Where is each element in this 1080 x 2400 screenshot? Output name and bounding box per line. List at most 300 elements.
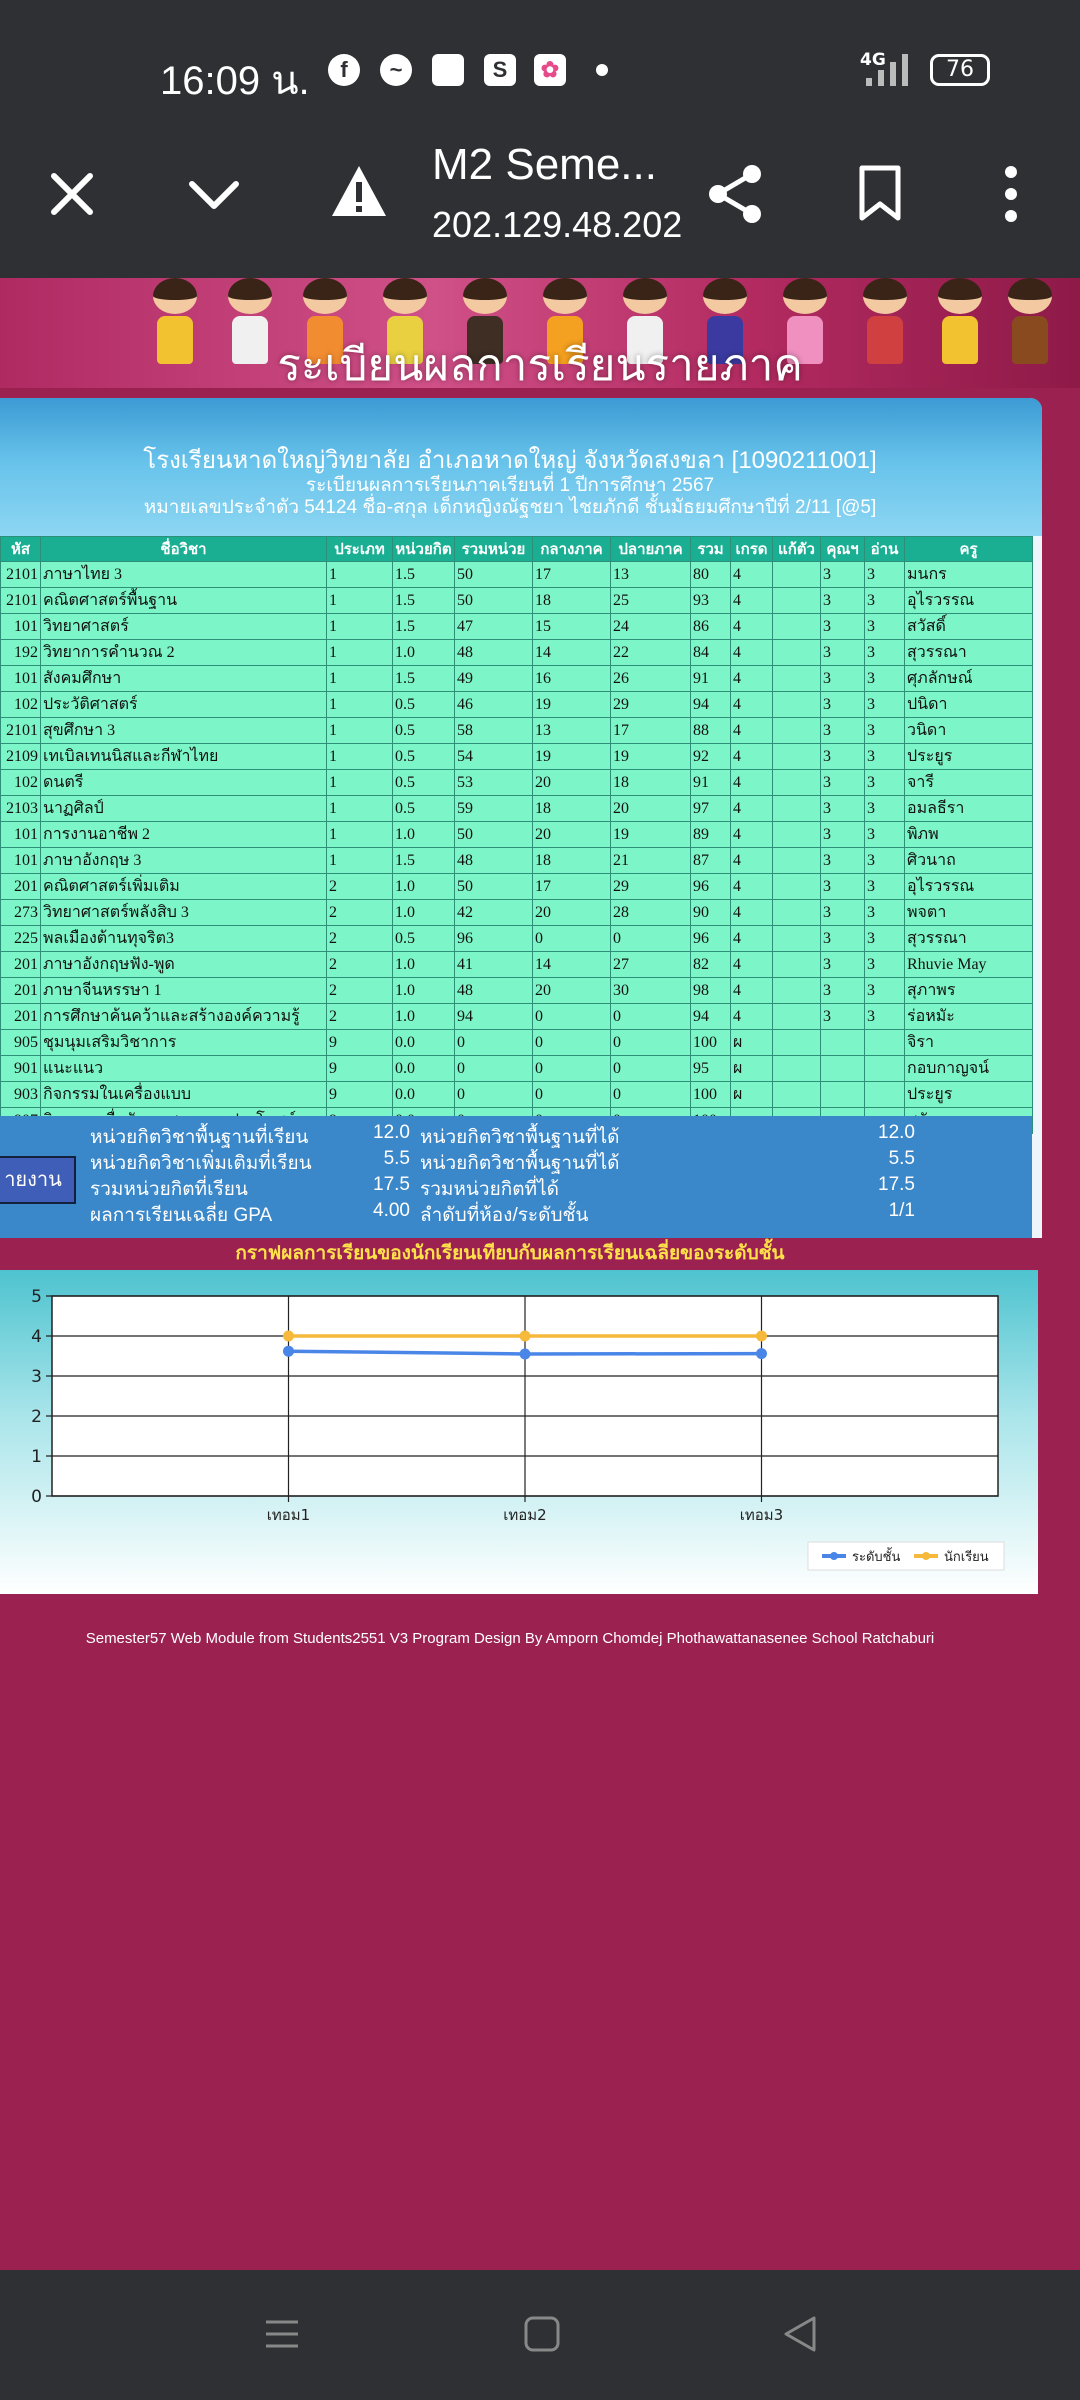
table-cell: 27 — [611, 952, 691, 978]
table-cell: ภาษาอังกฤษ 3 — [41, 848, 327, 874]
table-cell: 2101 — [1, 588, 41, 614]
chevron-down-icon[interactable] — [186, 170, 242, 218]
table-cell: 0 — [611, 1082, 691, 1108]
table-cell: การงานอาชีพ 2 — [41, 822, 327, 848]
status-bar — [0, 0, 1080, 140]
table-cell: 89 — [691, 822, 731, 848]
table-cell: 9 — [327, 1082, 393, 1108]
table-cell: 3 — [821, 588, 865, 614]
table-cell: 3 — [865, 848, 905, 874]
table-cell: 19 — [611, 744, 691, 770]
legend-marker — [922, 1552, 930, 1560]
table-cell: 2 — [327, 900, 393, 926]
table-cell: อุไรวรรณ — [905, 588, 1033, 614]
table-cell: 101 — [1, 822, 41, 848]
table-cell: 903 — [1, 1082, 41, 1108]
more-dot-icon — [596, 64, 608, 76]
table-cell: 9 — [327, 1056, 393, 1082]
summary-value: 17.5 — [878, 1174, 915, 1195]
table-cell: 21 — [611, 848, 691, 874]
summary-value: 17.5 — [373, 1174, 410, 1195]
table-cell: สุขศึกษา 3 — [41, 718, 327, 744]
table-cell: 3 — [865, 1004, 905, 1030]
table-cell: 3 — [821, 692, 865, 718]
data-point — [756, 1331, 767, 1342]
table-row — [1, 692, 1033, 718]
table-cell: 201 — [1, 874, 41, 900]
table-cell: 17 — [533, 562, 611, 588]
table-cell: จิรา — [905, 1030, 1033, 1056]
table-cell: 1.0 — [393, 874, 455, 900]
status-time: 16:09 น. — [160, 59, 310, 103]
table-cell: 84 — [691, 640, 731, 666]
table-cell — [773, 926, 821, 952]
table-row — [1, 978, 1033, 1004]
table-cell: 18 — [533, 588, 611, 614]
table-cell: 0.0 — [393, 1030, 455, 1056]
table-cell — [773, 978, 821, 1004]
facebook-icon: f — [328, 54, 360, 86]
table-cell: 1.5 — [393, 848, 455, 874]
table-cell: 87 — [691, 848, 731, 874]
x-tick-label: เทอม2 — [503, 1506, 547, 1524]
table-cell: 94 — [691, 1004, 731, 1030]
table-cell: 1.5 — [393, 666, 455, 692]
summary-value: 12.0 — [373, 1122, 410, 1143]
table-cell: 94 — [455, 1004, 533, 1030]
table-cell: 3 — [821, 848, 865, 874]
column-header: หัส — [1, 537, 41, 562]
table-cell: 2103 — [1, 796, 41, 822]
table-cell: พลเมืองต้านทุจริต3 — [41, 926, 327, 952]
home-square-icon[interactable] — [522, 2314, 562, 2354]
table-cell: 28 — [611, 900, 691, 926]
table-cell: 4 — [731, 614, 773, 640]
nav-bar — [0, 2270, 1080, 2400]
x-tick-label: เทอม1 — [266, 1506, 311, 1524]
table-cell: 92 — [691, 744, 731, 770]
table-cell: ชุมนุมเสริมวิชาการ — [41, 1030, 327, 1056]
bookmark-icon[interactable] — [858, 164, 902, 222]
table-cell — [865, 1056, 905, 1082]
table-cell: 4 — [731, 848, 773, 874]
table-cell — [773, 562, 821, 588]
table-cell: 2 — [327, 1004, 393, 1030]
chart-area — [0, 1270, 1038, 1594]
table-cell: วิทยาการคำนวณ 2 — [41, 640, 327, 666]
table-cell: ประวัติศาสตร์ — [41, 692, 327, 718]
table-cell — [821, 1030, 865, 1056]
table-cell — [773, 718, 821, 744]
table-cell: 1.0 — [393, 1004, 455, 1030]
summary-label: หน่วยกิตวิชาพื้นฐานที่ได้ — [420, 1127, 620, 1148]
table-cell: 4 — [731, 692, 773, 718]
table-cell: 0 — [455, 1056, 533, 1082]
data-point — [520, 1349, 531, 1360]
column-header: อ่าน — [865, 537, 905, 562]
table-cell: 4 — [731, 666, 773, 692]
table-row — [1, 666, 1033, 692]
summary-label: หน่วยกิตวิชาเพิ่มเติมที่เรียน — [90, 1153, 312, 1174]
table-cell — [773, 822, 821, 848]
table-cell: 17 — [533, 874, 611, 900]
table-cell: 42 — [455, 900, 533, 926]
share-icon[interactable] — [706, 162, 766, 226]
table-cell: 95 — [691, 1056, 731, 1082]
table-cell: 3 — [865, 692, 905, 718]
table-cell: 80 — [691, 562, 731, 588]
page-title[interactable]: M2 Seme... — [432, 140, 657, 189]
table-cell: สวัสดิ์ — [905, 614, 1033, 640]
table-cell: 17 — [611, 718, 691, 744]
more-vert-icon[interactable] — [998, 162, 1024, 226]
table-cell: 4 — [731, 744, 773, 770]
table-cell: 3 — [821, 952, 865, 978]
table-cell: 3 — [865, 666, 905, 692]
table-cell: วิทยาศาสตร์พลังสิบ 3 — [41, 900, 327, 926]
table-cell: 1 — [327, 692, 393, 718]
table-cell: 101 — [1, 614, 41, 640]
table-cell — [865, 1030, 905, 1056]
table-cell: 1.5 — [393, 614, 455, 640]
table-cell: 3 — [821, 718, 865, 744]
table-cell: 88 — [691, 718, 731, 744]
table-cell — [821, 1056, 865, 1082]
table-cell: สุภาพร — [905, 978, 1033, 1004]
battery-icon: 76 — [930, 54, 990, 86]
table-cell: 4 — [731, 926, 773, 952]
table-cell: ภาษาจีนหรรษา 1 — [41, 978, 327, 1004]
rank-value: 1/1 — [888, 1200, 915, 1221]
shopee-icon: S — [484, 54, 516, 86]
table-cell: จารี — [905, 770, 1033, 796]
table-cell: 0 — [533, 1056, 611, 1082]
table-cell: Rhuvie May — [905, 952, 1033, 978]
table-cell: แนะแนว — [41, 1056, 327, 1082]
table-cell: 19 — [533, 692, 611, 718]
table-cell: 2 — [327, 952, 393, 978]
table-cell: ผ — [731, 1030, 773, 1056]
table-cell — [773, 1056, 821, 1082]
table-cell: 3 — [865, 718, 905, 744]
table-cell: 3 — [821, 614, 865, 640]
table-cell: 2101 — [1, 718, 41, 744]
table-cell: 93 — [691, 588, 731, 614]
table-cell — [865, 1082, 905, 1108]
table-cell: 29 — [611, 692, 691, 718]
summary-label: ลำดับที่ห้อง/ระดับชั้น — [420, 1205, 589, 1226]
table-cell: 4 — [731, 822, 773, 848]
table-cell: 91 — [691, 770, 731, 796]
table-cell: 4 — [731, 952, 773, 978]
table-cell — [773, 588, 821, 614]
table-cell: ศุภลักษณ์ — [905, 666, 1033, 692]
table-cell: 0.0 — [393, 1056, 455, 1082]
table-cell: 3 — [865, 588, 905, 614]
term-info: ระเบียนผลการเรียนภาคเรียนที่ 1 ปีการศึกษา 2567 — [305, 475, 715, 496]
table-cell: 201 — [1, 978, 41, 1004]
table-cell: 19 — [611, 822, 691, 848]
photos-icon: ✿ — [534, 54, 566, 86]
table-cell: 13 — [611, 562, 691, 588]
summary-value: 12.0 — [878, 1122, 915, 1143]
table-cell: 3 — [821, 926, 865, 952]
table-cell: คณิตศาสตร์พื้นฐาน — [41, 588, 327, 614]
table-row — [1, 614, 1033, 640]
table-header-row — [1, 537, 1033, 562]
table-cell: 97 — [691, 796, 731, 822]
table-cell: 82 — [691, 952, 731, 978]
table-cell: 96 — [691, 926, 731, 952]
table-cell: 0 — [455, 1082, 533, 1108]
table-cell: 3 — [821, 822, 865, 848]
chart-title: กราฟผลการเรียนของนักเรียนเทียบกับผลการเรียนเฉลี่ยของระดับชั้น — [235, 1243, 785, 1264]
table-row — [1, 770, 1033, 796]
table-cell: 901 — [1, 1056, 41, 1082]
table-cell: 1 — [327, 744, 393, 770]
y-tick-label: 1 — [31, 1447, 42, 1467]
table-cell: อุไรวรรณ — [905, 874, 1033, 900]
table-cell: วิทยาศาสตร์ — [41, 614, 327, 640]
table-cell: 47 — [455, 614, 533, 640]
table-cell: 1 — [327, 718, 393, 744]
y-tick-label: 3 — [31, 1367, 42, 1387]
table-cell: กอบกาญจน์ — [905, 1056, 1033, 1082]
table-cell: 50 — [455, 822, 533, 848]
table-cell — [773, 900, 821, 926]
table-row — [1, 926, 1033, 952]
data-point — [283, 1331, 294, 1342]
table-cell: 4 — [731, 562, 773, 588]
credit-summary — [0, 1116, 1032, 1238]
table-cell: 0 — [533, 1082, 611, 1108]
data-point — [756, 1348, 767, 1359]
table-cell: 102 — [1, 770, 41, 796]
table-cell: 101 — [1, 666, 41, 692]
table-cell: มนกร — [905, 562, 1033, 588]
table-row — [1, 1030, 1033, 1056]
table-cell: 20 — [611, 796, 691, 822]
table-cell: 0.5 — [393, 926, 455, 952]
report-button[interactable]: ายงาน — [0, 1156, 76, 1204]
table-cell — [773, 952, 821, 978]
table-cell — [773, 692, 821, 718]
table-cell: 98 — [691, 978, 731, 1004]
table-cell: 1 — [327, 588, 393, 614]
table-cell — [773, 744, 821, 770]
table-cell: 94 — [691, 692, 731, 718]
table-cell: 0.5 — [393, 796, 455, 822]
table-cell: 3 — [865, 874, 905, 900]
y-tick-label: 0 — [31, 1487, 42, 1507]
student-info: หมายเลขประจำตัว 54124 ชื่อ-สกุล เด็กหญิงณัฐชยา ไชยภักดี ชั้นมัธยมศึกษาปีที่ 2/11 [@5] — [143, 497, 877, 518]
table-cell — [773, 666, 821, 692]
table-cell: 50 — [455, 588, 533, 614]
table-cell: 0.5 — [393, 692, 455, 718]
table-cell: 3 — [865, 744, 905, 770]
table-cell: กิจกรรมในเครื่องแบบ — [41, 1082, 327, 1108]
table-cell: ประยูร — [905, 1082, 1033, 1108]
legend-label: นักเรียน — [944, 1550, 989, 1565]
table-cell: 48 — [455, 978, 533, 1004]
banner-title: ระเบียนผลการเรียนรายภาค — [277, 341, 803, 390]
table-cell: 50 — [455, 874, 533, 900]
table-cell: 100 — [691, 1082, 731, 1108]
summary-value: 5.5 — [888, 1148, 915, 1169]
table-cell — [773, 640, 821, 666]
table-cell: 0.5 — [393, 718, 455, 744]
table-cell: การศึกษาค้นคว้าและสร้างองค์ความรู้ — [41, 1004, 327, 1030]
table-cell: 1.0 — [393, 640, 455, 666]
table-cell — [773, 874, 821, 900]
table-cell: 18 — [533, 848, 611, 874]
column-header: ประเภท — [327, 537, 393, 562]
data-point — [283, 1346, 294, 1357]
table-cell: ศิวนาถ — [905, 848, 1033, 874]
summary-label: ผลการเรียนเฉลี่ย GPA — [90, 1205, 273, 1226]
table-row — [1, 1004, 1033, 1030]
summary-label: หน่วยกิตวิชาพื้นฐานที่เรียน — [90, 1127, 309, 1148]
table-cell: 0.0 — [393, 1082, 455, 1108]
page-url[interactable]: 202.129.48.202 — [432, 204, 683, 245]
table-cell: 25 — [611, 588, 691, 614]
table-cell — [773, 614, 821, 640]
table-cell: 201 — [1, 952, 41, 978]
table-cell: 0 — [611, 926, 691, 952]
table-cell: 3 — [865, 952, 905, 978]
table-cell: 90 — [691, 900, 731, 926]
table-cell: 4 — [731, 1004, 773, 1030]
table-cell: อมลธีรา — [905, 796, 1033, 822]
table-row — [1, 640, 1033, 666]
table-cell: 53 — [455, 770, 533, 796]
table-cell: 0 — [533, 1030, 611, 1056]
table-row — [1, 874, 1033, 900]
table-cell: 86 — [691, 614, 731, 640]
table-cell: 15 — [533, 614, 611, 640]
table-cell: 49 — [455, 666, 533, 692]
warning-icon[interactable] — [330, 164, 388, 218]
table-cell: 3 — [821, 978, 865, 1004]
table-cell: 20 — [533, 822, 611, 848]
transcript-header — [0, 398, 1042, 536]
table-cell: 0.5 — [393, 744, 455, 770]
table-cell: 1 — [327, 562, 393, 588]
table-cell: 3 — [865, 614, 905, 640]
y-tick-label: 2 — [31, 1407, 42, 1427]
table-cell: 1 — [327, 614, 393, 640]
table-cell — [773, 796, 821, 822]
table-cell: 3 — [821, 770, 865, 796]
table-cell: วนิดา — [905, 718, 1033, 744]
table-cell: 1.0 — [393, 952, 455, 978]
summary-label: รวมหน่วยกิตที่เรียน — [90, 1179, 248, 1200]
table-cell: 48 — [455, 848, 533, 874]
column-header: กลางภาค — [533, 537, 611, 562]
legend-label: ระดับชั้น — [852, 1550, 901, 1565]
table-cell: 54 — [455, 744, 533, 770]
table-cell: 13 — [533, 718, 611, 744]
table-row — [1, 952, 1033, 978]
table-cell: 0 — [611, 1030, 691, 1056]
table-row — [1, 1056, 1033, 1082]
table-cell: 3 — [865, 770, 905, 796]
table-cell: นาฏศิลป์ — [41, 796, 327, 822]
table-cell: คณิตศาสตร์เพิ่มเติม — [41, 874, 327, 900]
table-cell: 3 — [821, 874, 865, 900]
table-cell: 0 — [611, 1004, 691, 1030]
table-cell: 16 — [533, 666, 611, 692]
grades-table — [0, 536, 1032, 1116]
table-cell: สุวรรณา — [905, 926, 1033, 952]
table-cell: ผ — [731, 1056, 773, 1082]
menu-icon[interactable] — [262, 2314, 302, 2354]
table-cell: 2 — [327, 978, 393, 1004]
table-cell: 905 — [1, 1030, 41, 1056]
chart-section — [0, 1238, 1038, 1594]
table-cell — [773, 1082, 821, 1108]
close-icon[interactable] — [48, 170, 96, 218]
table-cell: 1.0 — [393, 900, 455, 926]
table-cell — [773, 1004, 821, 1030]
gpa-value: 4.00 — [373, 1200, 410, 1221]
table-cell: 41 — [455, 952, 533, 978]
table-cell: ภาษาไทย 3 — [41, 562, 327, 588]
column-header: แก้ตัว — [773, 537, 821, 562]
table-cell: 3 — [865, 640, 905, 666]
table-cell: 46 — [455, 692, 533, 718]
table-cell: 3 — [865, 978, 905, 1004]
table-cell: 22 — [611, 640, 691, 666]
table-cell: 18 — [533, 796, 611, 822]
table-cell: ประยูร — [905, 744, 1033, 770]
table-cell — [821, 1082, 865, 1108]
table-cell: 29 — [611, 874, 691, 900]
table-cell: 1 — [327, 822, 393, 848]
table-cell: ดนตรี — [41, 770, 327, 796]
table-cell: 4 — [731, 874, 773, 900]
column-header: หน่วยกิต — [393, 537, 455, 562]
table-cell: 1 — [327, 796, 393, 822]
table-cell: 4 — [731, 640, 773, 666]
legend-marker — [830, 1552, 838, 1560]
table-cell: 20 — [533, 770, 611, 796]
table-cell: 0.5 — [393, 770, 455, 796]
table-cell: 58 — [455, 718, 533, 744]
table-cell: 201 — [1, 1004, 41, 1030]
table-row — [1, 1082, 1033, 1108]
web-content — [0, 278, 1080, 2270]
x-tick-label: เทอม3 — [739, 1506, 784, 1524]
table-cell: 14 — [533, 640, 611, 666]
table-cell: 96 — [455, 926, 533, 952]
table-cell: 26 — [611, 666, 691, 692]
column-header: คุณฯ — [821, 537, 865, 562]
table-cell: 1.5 — [393, 588, 455, 614]
back-triangle-icon[interactable] — [780, 2314, 820, 2354]
table-cell: 1.0 — [393, 822, 455, 848]
table-cell: 48 — [455, 640, 533, 666]
table-cell: 4 — [731, 978, 773, 1004]
table-cell: 3 — [821, 1004, 865, 1030]
table-cell: 2101 — [1, 562, 41, 588]
table-cell: 1.5 — [393, 562, 455, 588]
column-header: ชื่อวิชา — [41, 537, 327, 562]
table-cell: 0 — [455, 1030, 533, 1056]
table-cell: 2 — [327, 926, 393, 952]
table-cell: 3 — [821, 900, 865, 926]
table-cell: สังคมศึกษา — [41, 666, 327, 692]
